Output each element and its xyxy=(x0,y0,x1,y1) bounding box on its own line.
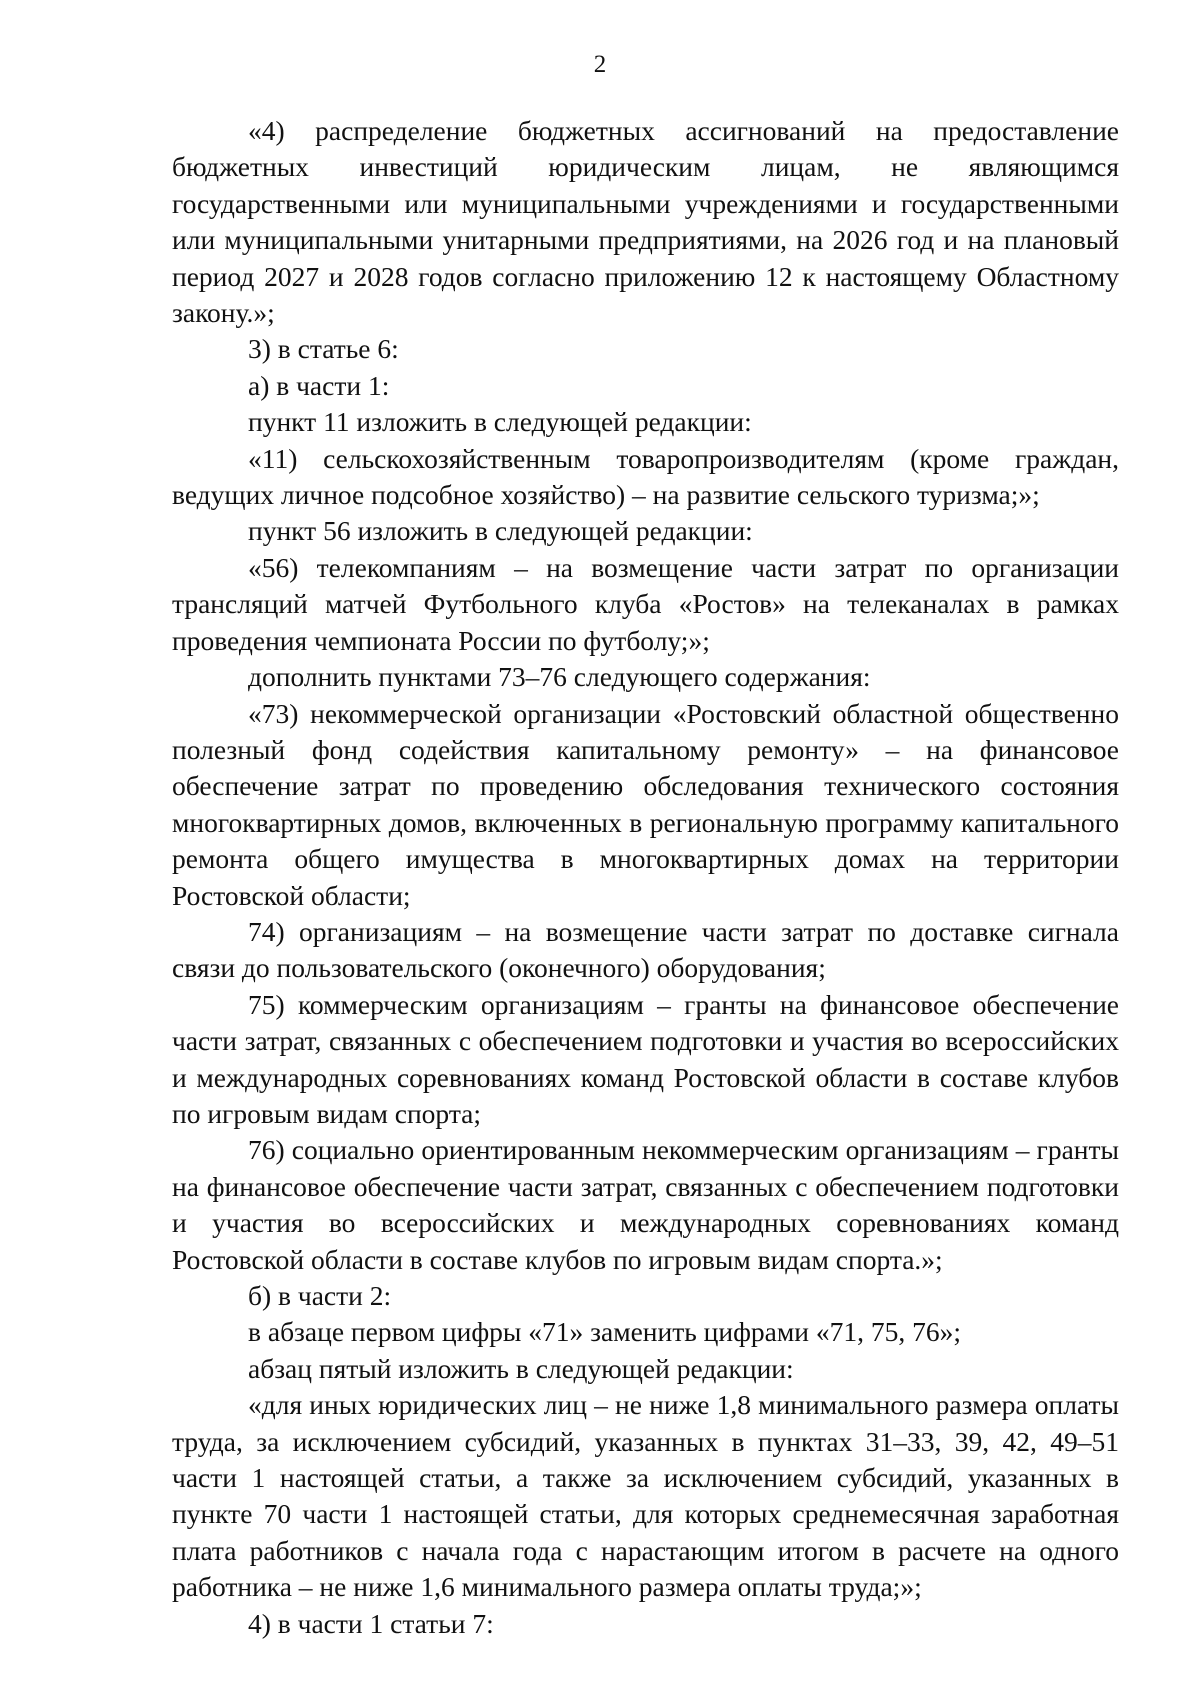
paragraph-13: б) в части 2: xyxy=(248,1280,392,1311)
paragraph-9: «73) некоммерческой организации «Ростовский областной общественно полезный фонд содействия капитальному ремонту» – на финансовое обеспечение затрат по проведению обследования технического состояния многоквартирных домов, включенных в региональную программу капитального ремонта общего имущества в многоквартирных домах на территории Ростовской области; xyxy=(172,697,1119,911)
paragraph-4: пункт 11 изложить в следующей редакции: xyxy=(248,406,752,438)
paragraph-11: 75) коммерческим организациям – гранты на финансовое обеспечение части затрат, связанных с обеспечением подготовки и участия во всероссийских и международных соревнованиях команд Ростовской области в составе клубов по игровым видам спорта; xyxy=(172,988,1119,1129)
document-body xyxy=(172,113,1119,1642)
paragraph-3: а) в части 1: xyxy=(248,369,390,401)
paragraph-2: 3) в статье 6: xyxy=(248,333,399,365)
paragraph-7: «56) телекомпаниям – на возмещение части затрат по организации трансляций матчей Футбольного клуба «Ростов» на телеканалах в рамках проведения чемпионата России по футболу;»; xyxy=(172,551,1119,656)
paragraph-16: «для иных юридических лиц – не ниже 1,8 минимального размера оплаты труда, за исключением субсидий, указанных в пунктах 31–33, 39, 42, 49–51 части 1 настоящей статьи, а также за исключением субсидий, указанных в пункте 70 части 1 настоящей статьи, для которых среднемесячная заработная плата работников с начала года с нарастающим итогом в расчете на одного работника – не ниже 1,6 минимального размера оплаты труда;»; xyxy=(172,1389,1119,1603)
paragraph-5: «11) сельскохозяйственным товаропроизводителям (кроме граждан, ведущих личное подсобное хозяйство) – на развитие сельского туризма;»; xyxy=(172,442,1119,511)
paragraph-1: «4) распределение бюджетных ассигнований на предоставление бюджетных инвестиций юридическим лицам, не являющимся государственными или муниципальными учреждениями и государственными или муниципальными унитарными предприятиями, на 2026 год и на плановый период 2027 и 2028 годов согласно приложению 12 к настоящему Областному закону.»; xyxy=(172,115,1119,329)
paragraph-10: 74) организациям – на возмещение части затрат по доставке сигнала связи до пользовательского (оконечного) оборудования; xyxy=(172,915,1119,984)
paragraph-17: 4) в части 1 статьи 7: xyxy=(248,1607,494,1639)
paragraph-6: пункт 56 изложить в следующей редакции: xyxy=(248,515,753,547)
paragraph-12: 76) социально ориентированным некоммерческим организациям – гранты на финансовое обеспечение части затрат, связанных с обеспечением подготовки и участия во всероссийских и международных соревнованиях команд Ростовской области в составе клубов по игровым видам спорта.»; xyxy=(172,1134,1119,1275)
paragraph-8: дополнить пунктами 73–76 следующего содержания: xyxy=(248,661,871,693)
page-number: 2 xyxy=(593,51,607,78)
paragraph-15: абзац пятый изложить в следующей редакции: xyxy=(248,1352,794,1384)
paragraph-14: в абзаце первом цифры «71» заменить цифрами «71, 75, 76»; xyxy=(248,1316,962,1348)
